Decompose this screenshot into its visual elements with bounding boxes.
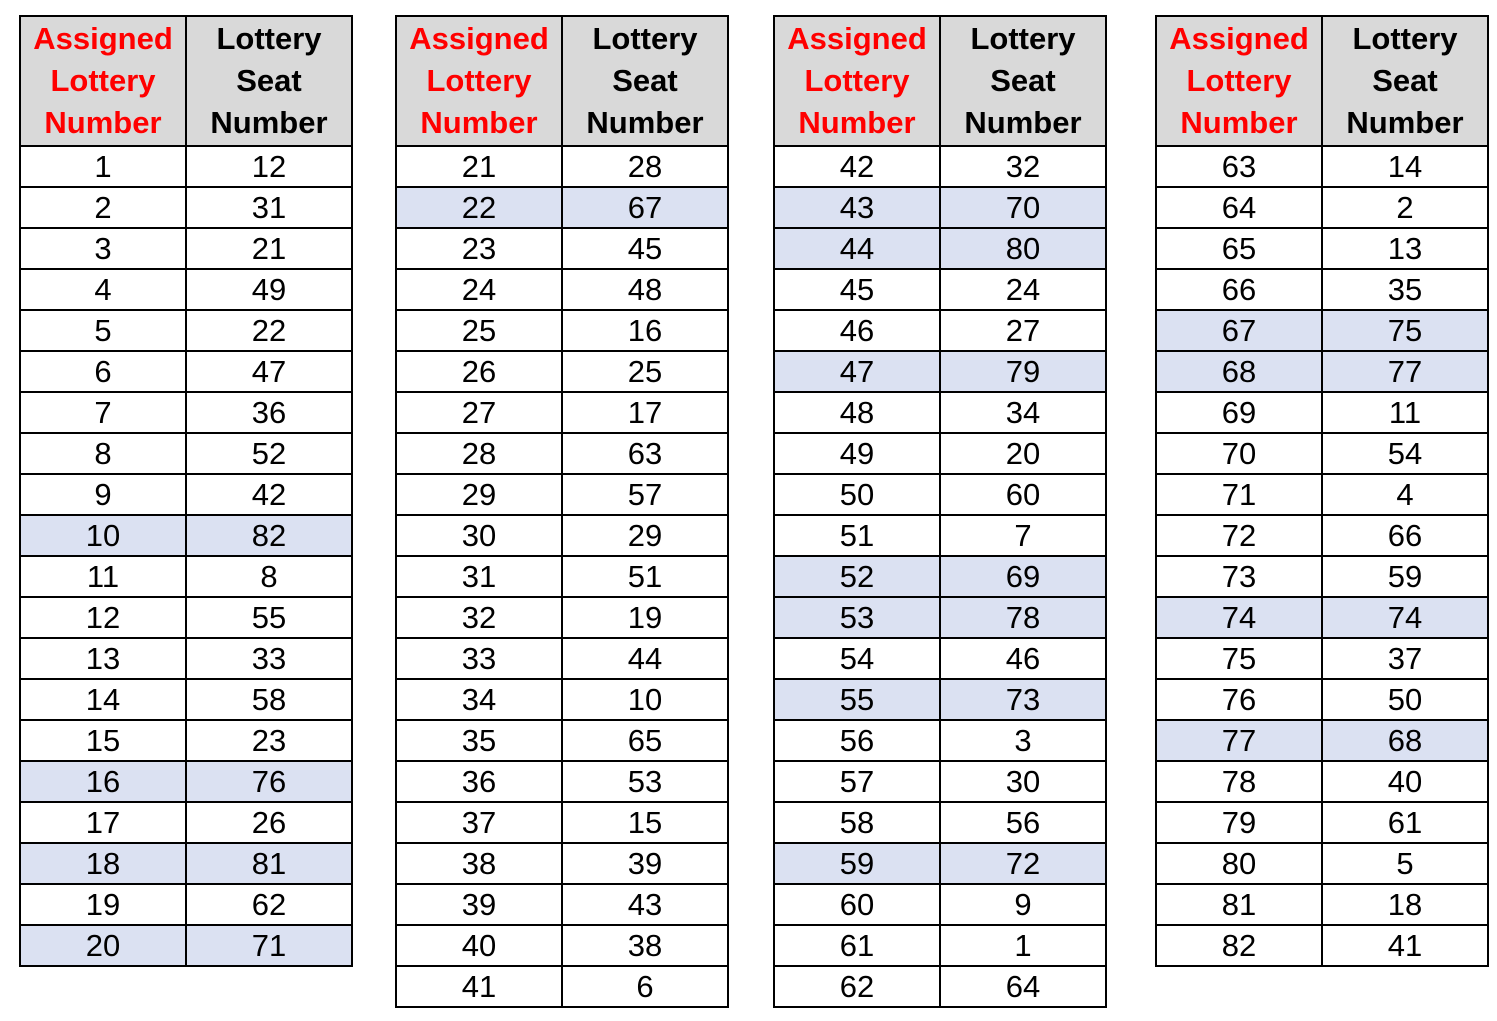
seat-number-cell: 59 bbox=[1322, 556, 1488, 597]
assigned-number-cell: 67 bbox=[1156, 310, 1322, 351]
assigned-number-cell: 39 bbox=[396, 884, 562, 925]
seat-number-cell: 23 bbox=[186, 720, 352, 761]
assigned-number-cell: 61 bbox=[774, 925, 940, 966]
assigned-number-cell: 40 bbox=[396, 925, 562, 966]
lottery-table-3 bbox=[773, 15, 1107, 1008]
table-row bbox=[20, 679, 352, 720]
seat-number-cell: 47 bbox=[186, 351, 352, 392]
seat-number-cell: 62 bbox=[186, 884, 352, 925]
assigned-number-cell: 8 bbox=[20, 433, 186, 474]
assigned-number-cell: 18 bbox=[20, 843, 186, 884]
assigned-number-cell: 30 bbox=[396, 515, 562, 556]
assigned-number-cell: 63 bbox=[1156, 146, 1322, 187]
seat-number-cell: 32 bbox=[940, 146, 1106, 187]
assigned-number-cell: 20 bbox=[20, 925, 186, 966]
assigned-number-cell: 80 bbox=[1156, 843, 1322, 884]
seat-number-cell: 13 bbox=[1322, 228, 1488, 269]
table-row bbox=[20, 843, 352, 884]
table-body bbox=[1156, 146, 1488, 966]
assigned-number-cell: 2 bbox=[20, 187, 186, 228]
seat-number-cell: 77 bbox=[1322, 351, 1488, 392]
assigned-number-cell: 24 bbox=[396, 269, 562, 310]
assigned-number-cell: 22 bbox=[396, 187, 562, 228]
seat-number-header: Lottery Seat Number bbox=[186, 16, 352, 146]
seat-number-cell: 72 bbox=[940, 843, 1106, 884]
seat-number-cell: 7 bbox=[940, 515, 1106, 556]
assigned-number-cell: 37 bbox=[396, 802, 562, 843]
assigned-number-cell: 82 bbox=[1156, 925, 1322, 966]
assigned-number-cell: 27 bbox=[396, 392, 562, 433]
table-row bbox=[774, 761, 1106, 802]
table-row bbox=[774, 843, 1106, 884]
table-row bbox=[396, 474, 728, 515]
table-row bbox=[20, 351, 352, 392]
assigned-number-cell: 58 bbox=[774, 802, 940, 843]
seat-number-cell: 37 bbox=[1322, 638, 1488, 679]
seat-number-cell: 51 bbox=[562, 556, 728, 597]
table-row bbox=[1156, 843, 1488, 884]
assigned-number-cell: 19 bbox=[20, 884, 186, 925]
assigned-number-header: Assigned Lottery Number bbox=[20, 16, 186, 146]
seat-number-cell: 82 bbox=[186, 515, 352, 556]
assigned-number-header: Assigned Lottery Number bbox=[774, 16, 940, 146]
seat-number-cell: 81 bbox=[186, 843, 352, 884]
table-row bbox=[396, 720, 728, 761]
seat-number-cell: 17 bbox=[562, 392, 728, 433]
seat-number-cell: 55 bbox=[186, 597, 352, 638]
assigned-number-cell: 47 bbox=[774, 351, 940, 392]
table-row bbox=[774, 474, 1106, 515]
table-body bbox=[774, 146, 1106, 1007]
assigned-number-cell: 71 bbox=[1156, 474, 1322, 515]
table-row bbox=[1156, 269, 1488, 310]
table-row bbox=[20, 556, 352, 597]
assigned-number-cell: 54 bbox=[774, 638, 940, 679]
assigned-number-cell: 7 bbox=[20, 392, 186, 433]
table-row bbox=[396, 843, 728, 884]
assigned-number-cell: 17 bbox=[20, 802, 186, 843]
assigned-number-header: Assigned Lottery Number bbox=[1156, 16, 1322, 146]
table-row bbox=[396, 228, 728, 269]
seat-number-cell: 46 bbox=[940, 638, 1106, 679]
table-row bbox=[20, 720, 352, 761]
assigned-number-cell: 66 bbox=[1156, 269, 1322, 310]
seat-number-cell: 56 bbox=[940, 802, 1106, 843]
table-row bbox=[1156, 884, 1488, 925]
assigned-number-cell: 73 bbox=[1156, 556, 1322, 597]
assigned-number-cell: 36 bbox=[396, 761, 562, 802]
seat-number-cell: 19 bbox=[562, 597, 728, 638]
seat-number-cell: 18 bbox=[1322, 884, 1488, 925]
seat-number-cell: 75 bbox=[1322, 310, 1488, 351]
seat-number-cell: 40 bbox=[1322, 761, 1488, 802]
table-row bbox=[396, 884, 728, 925]
seat-number-cell: 8 bbox=[186, 556, 352, 597]
lottery-table-2 bbox=[395, 15, 729, 1008]
table-row bbox=[774, 720, 1106, 761]
assigned-number-cell: 41 bbox=[396, 966, 562, 1007]
seat-number-cell: 11 bbox=[1322, 392, 1488, 433]
table-row bbox=[774, 556, 1106, 597]
seat-number-cell: 36 bbox=[186, 392, 352, 433]
table-row bbox=[774, 392, 1106, 433]
assigned-number-cell: 32 bbox=[396, 597, 562, 638]
table-row bbox=[396, 802, 728, 843]
table-row bbox=[396, 269, 728, 310]
seat-number-cell: 60 bbox=[940, 474, 1106, 515]
table-row bbox=[774, 269, 1106, 310]
assigned-number-cell: 23 bbox=[396, 228, 562, 269]
seat-number-cell: 52 bbox=[186, 433, 352, 474]
seat-number-cell: 29 bbox=[562, 515, 728, 556]
assigned-number-cell: 13 bbox=[20, 638, 186, 679]
table-row bbox=[396, 966, 728, 1007]
seat-number-cell: 54 bbox=[1322, 433, 1488, 474]
seat-number-cell: 64 bbox=[940, 966, 1106, 1007]
seat-number-cell: 31 bbox=[186, 187, 352, 228]
seat-number-cell: 10 bbox=[562, 679, 728, 720]
assigned-number-cell: 57 bbox=[774, 761, 940, 802]
assigned-number-cell: 53 bbox=[774, 597, 940, 638]
table-row bbox=[1156, 556, 1488, 597]
assigned-number-cell: 48 bbox=[774, 392, 940, 433]
seat-number-cell: 65 bbox=[562, 720, 728, 761]
seat-number-cell: 9 bbox=[940, 884, 1106, 925]
seat-number-cell: 44 bbox=[562, 638, 728, 679]
table-body bbox=[396, 146, 728, 1007]
assigned-number-cell: 38 bbox=[396, 843, 562, 884]
seat-number-cell: 53 bbox=[562, 761, 728, 802]
seat-number-cell: 58 bbox=[186, 679, 352, 720]
seat-number-cell: 45 bbox=[562, 228, 728, 269]
assigned-number-cell: 45 bbox=[774, 269, 940, 310]
seat-number-cell: 26 bbox=[186, 802, 352, 843]
table-row bbox=[1156, 638, 1488, 679]
assigned-number-cell: 31 bbox=[396, 556, 562, 597]
assigned-number-cell: 14 bbox=[20, 679, 186, 720]
seat-number-cell: 74 bbox=[1322, 597, 1488, 638]
seat-number-cell: 41 bbox=[1322, 925, 1488, 966]
assigned-number-cell: 9 bbox=[20, 474, 186, 515]
seat-number-cell: 35 bbox=[1322, 269, 1488, 310]
seat-number-cell: 68 bbox=[1322, 720, 1488, 761]
assigned-number-cell: 55 bbox=[774, 679, 940, 720]
assigned-number-cell: 29 bbox=[396, 474, 562, 515]
table-row bbox=[1156, 802, 1488, 843]
assigned-number-cell: 49 bbox=[774, 433, 940, 474]
seat-number-cell: 2 bbox=[1322, 187, 1488, 228]
seat-number-cell: 50 bbox=[1322, 679, 1488, 720]
assigned-number-cell: 74 bbox=[1156, 597, 1322, 638]
table-row bbox=[20, 269, 352, 310]
table-header-row bbox=[774, 16, 1106, 146]
seat-number-cell: 66 bbox=[1322, 515, 1488, 556]
table-row bbox=[774, 966, 1106, 1007]
assigned-number-cell: 12 bbox=[20, 597, 186, 638]
seat-number-cell: 71 bbox=[186, 925, 352, 966]
table-row bbox=[1156, 761, 1488, 802]
assigned-number-cell: 65 bbox=[1156, 228, 1322, 269]
seat-number-cell: 34 bbox=[940, 392, 1106, 433]
table-header-row bbox=[1156, 16, 1488, 146]
assigned-number-cell: 76 bbox=[1156, 679, 1322, 720]
table-row bbox=[1156, 228, 1488, 269]
table-row bbox=[1156, 392, 1488, 433]
table-row bbox=[396, 187, 728, 228]
seat-number-cell: 38 bbox=[562, 925, 728, 966]
assigned-number-cell: 78 bbox=[1156, 761, 1322, 802]
table-row bbox=[20, 187, 352, 228]
table-body bbox=[20, 146, 352, 966]
table-row bbox=[20, 433, 352, 474]
table-row bbox=[20, 228, 352, 269]
table-header-row bbox=[20, 16, 352, 146]
table-row bbox=[20, 638, 352, 679]
assigned-number-cell: 16 bbox=[20, 761, 186, 802]
seat-number-cell: 14 bbox=[1322, 146, 1488, 187]
table-row bbox=[774, 228, 1106, 269]
seat-number-cell: 15 bbox=[562, 802, 728, 843]
table-row bbox=[20, 474, 352, 515]
seat-number-cell: 12 bbox=[186, 146, 352, 187]
table-row bbox=[20, 925, 352, 966]
table-row bbox=[1156, 679, 1488, 720]
table-row bbox=[774, 187, 1106, 228]
assigned-number-cell: 28 bbox=[396, 433, 562, 474]
assigned-number-cell: 11 bbox=[20, 556, 186, 597]
assigned-number-cell: 34 bbox=[396, 679, 562, 720]
table-row bbox=[774, 884, 1106, 925]
seat-number-cell: 3 bbox=[940, 720, 1106, 761]
assigned-number-cell: 35 bbox=[396, 720, 562, 761]
table-row bbox=[1156, 720, 1488, 761]
table-row bbox=[396, 597, 728, 638]
seat-number-cell: 4 bbox=[1322, 474, 1488, 515]
table-row bbox=[396, 310, 728, 351]
table-row bbox=[1156, 351, 1488, 392]
table-row bbox=[396, 433, 728, 474]
table-row bbox=[774, 679, 1106, 720]
table-row bbox=[396, 392, 728, 433]
table-row bbox=[774, 925, 1106, 966]
assigned-number-cell: 70 bbox=[1156, 433, 1322, 474]
seat-number-cell: 70 bbox=[940, 187, 1106, 228]
table-row bbox=[774, 351, 1106, 392]
seat-number-header: Lottery Seat Number bbox=[1322, 16, 1488, 146]
seat-number-cell: 24 bbox=[940, 269, 1106, 310]
seat-number-cell: 49 bbox=[186, 269, 352, 310]
seat-number-cell: 43 bbox=[562, 884, 728, 925]
assigned-number-cell: 21 bbox=[396, 146, 562, 187]
seat-number-cell: 6 bbox=[562, 966, 728, 1007]
assigned-number-cell: 33 bbox=[396, 638, 562, 679]
table-row bbox=[20, 515, 352, 556]
seat-number-cell: 22 bbox=[186, 310, 352, 351]
assigned-number-cell: 62 bbox=[774, 966, 940, 1007]
assigned-number-cell: 81 bbox=[1156, 884, 1322, 925]
table-row bbox=[20, 884, 352, 925]
table-row bbox=[774, 433, 1106, 474]
seat-number-cell: 42 bbox=[186, 474, 352, 515]
seat-number-cell: 80 bbox=[940, 228, 1106, 269]
assigned-number-cell: 77 bbox=[1156, 720, 1322, 761]
assigned-number-cell: 25 bbox=[396, 310, 562, 351]
table-row bbox=[396, 638, 728, 679]
assigned-number-cell: 68 bbox=[1156, 351, 1322, 392]
seat-number-header: Lottery Seat Number bbox=[940, 16, 1106, 146]
seat-number-cell: 25 bbox=[562, 351, 728, 392]
seat-number-cell: 76 bbox=[186, 761, 352, 802]
table-row bbox=[396, 761, 728, 802]
table-row bbox=[20, 802, 352, 843]
table-row bbox=[774, 597, 1106, 638]
table-row bbox=[1156, 515, 1488, 556]
table-row bbox=[774, 310, 1106, 351]
seat-number-header: Lottery Seat Number bbox=[562, 16, 728, 146]
assigned-number-cell: 51 bbox=[774, 515, 940, 556]
assigned-number-cell: 60 bbox=[774, 884, 940, 925]
table-row bbox=[20, 146, 352, 187]
table-row bbox=[20, 761, 352, 802]
assigned-number-cell: 1 bbox=[20, 146, 186, 187]
table-row bbox=[774, 638, 1106, 679]
seat-number-cell: 79 bbox=[940, 351, 1106, 392]
table-row bbox=[774, 515, 1106, 556]
assigned-number-cell: 5 bbox=[20, 310, 186, 351]
table-row bbox=[20, 597, 352, 638]
assigned-number-header: Assigned Lottery Number bbox=[396, 16, 562, 146]
table-row bbox=[1156, 597, 1488, 638]
seat-number-cell: 73 bbox=[940, 679, 1106, 720]
table-row bbox=[20, 310, 352, 351]
seat-number-cell: 28 bbox=[562, 146, 728, 187]
seat-number-cell: 27 bbox=[940, 310, 1106, 351]
seat-number-cell: 33 bbox=[186, 638, 352, 679]
seat-number-cell: 78 bbox=[940, 597, 1106, 638]
assigned-number-cell: 15 bbox=[20, 720, 186, 761]
seat-number-cell: 39 bbox=[562, 843, 728, 884]
table-row bbox=[1156, 474, 1488, 515]
lottery-table-1 bbox=[19, 15, 353, 967]
assigned-number-cell: 52 bbox=[774, 556, 940, 597]
assigned-number-cell: 50 bbox=[774, 474, 940, 515]
table-row bbox=[1156, 146, 1488, 187]
assigned-number-cell: 46 bbox=[774, 310, 940, 351]
table-row bbox=[396, 351, 728, 392]
table-row bbox=[396, 679, 728, 720]
table-row bbox=[396, 556, 728, 597]
seat-number-cell: 30 bbox=[940, 761, 1106, 802]
assigned-number-cell: 56 bbox=[774, 720, 940, 761]
seat-number-cell: 5 bbox=[1322, 843, 1488, 884]
assigned-number-cell: 4 bbox=[20, 269, 186, 310]
assigned-number-cell: 64 bbox=[1156, 187, 1322, 228]
assigned-number-cell: 3 bbox=[20, 228, 186, 269]
assigned-number-cell: 44 bbox=[774, 228, 940, 269]
seat-number-cell: 21 bbox=[186, 228, 352, 269]
assigned-number-cell: 69 bbox=[1156, 392, 1322, 433]
table-row bbox=[1156, 310, 1488, 351]
table-row bbox=[1156, 187, 1488, 228]
seat-number-cell: 69 bbox=[940, 556, 1106, 597]
assigned-number-cell: 10 bbox=[20, 515, 186, 556]
table-row bbox=[1156, 433, 1488, 474]
assigned-number-cell: 72 bbox=[1156, 515, 1322, 556]
seat-number-cell: 1 bbox=[940, 925, 1106, 966]
seat-number-cell: 16 bbox=[562, 310, 728, 351]
seat-number-cell: 67 bbox=[562, 187, 728, 228]
assigned-number-cell: 43 bbox=[774, 187, 940, 228]
assigned-number-cell: 59 bbox=[774, 843, 940, 884]
seat-number-cell: 48 bbox=[562, 269, 728, 310]
assigned-number-cell: 79 bbox=[1156, 802, 1322, 843]
assigned-number-cell: 26 bbox=[396, 351, 562, 392]
table-row bbox=[774, 802, 1106, 843]
table-header-row bbox=[396, 16, 728, 146]
assigned-number-cell: 75 bbox=[1156, 638, 1322, 679]
table-row bbox=[396, 146, 728, 187]
assigned-number-cell: 42 bbox=[774, 146, 940, 187]
seat-number-cell: 57 bbox=[562, 474, 728, 515]
table-row bbox=[774, 146, 1106, 187]
table-row bbox=[396, 925, 728, 966]
table-row bbox=[20, 392, 352, 433]
lottery-table-4 bbox=[1155, 15, 1489, 967]
assigned-number-cell: 6 bbox=[20, 351, 186, 392]
seat-number-cell: 20 bbox=[940, 433, 1106, 474]
table-row bbox=[1156, 925, 1488, 966]
seat-number-cell: 63 bbox=[562, 433, 728, 474]
table-row bbox=[396, 515, 728, 556]
seat-number-cell: 61 bbox=[1322, 802, 1488, 843]
